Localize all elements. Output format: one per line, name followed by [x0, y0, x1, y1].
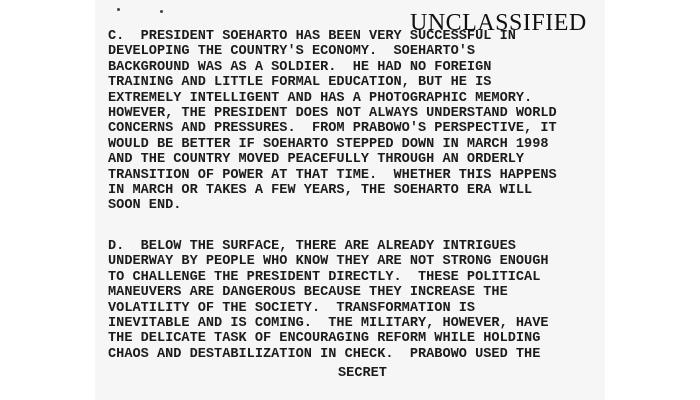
scan-speck	[117, 8, 120, 11]
scan-speck	[160, 10, 163, 13]
footer-classification-marking: SECRET	[338, 366, 387, 381]
paragraph-c: C. PRESIDENT SOEHARTO HAS BEEN VERY SUCCESSFUL IN DEVELOPING THE COUNTRY'S ECONOMY. SOEHARTO'S BACKGROUND WAS AS A SOLDIER. HE HAD NO FOREIGN TRAINING AND LITTLE FORMAL EDUCATION, BUT HE IS EXTREMELY INTELLIGENT AND HAS A PHOTOGRAPHIC MEMORY. HOWEVER, THE PRESIDENT DOES NOT ALWAYS UNDERSTAND WORLD CONCERNS AND PRESSURES. FROM PRABOWO'S PERSPECTIVE, IT WOULD BE BETTER IF SOEHARTO STEPPED DOWN IN MARCH 1998 AND THE COUNTRY MOVED PEACEFULLY THROUGH AN ORDERLY TRANSITION OF POWER AT THAT TIME. WHETHER THIS HAPPENS IN MARCH OR TAKES A FEW YEARS, THE SOEHARTO ERA WILL SOON END.	[108, 29, 557, 214]
classification-banner: UNCLASSIFIED	[410, 10, 587, 36]
paragraph-d: D. BELOW THE SURFACE, THERE ARE ALREADY INTRIGUES UNDERWAY BY PEOPLE WHO KNOW THEY ARE NOT STRONG ENOUGH TO CHALLENGE THE PRESIDENT DIRECTLY. THESE POLITICAL MANEUVERS ARE DANGEROUS BECAUSE THEY INCREASE THE VOLATILITY OF THE SOCIETY. TRANSFORMATION IS INEVITABLE AND IS COMING. THE MILITARY, HOWEVER, HAVE THE DELICATE TASK OF ENCOURAGING REFORM WHILE HOLDING CHAOS AND DESTABILIZATION IN CHECK. PRABOWO USED THE	[108, 239, 549, 362]
